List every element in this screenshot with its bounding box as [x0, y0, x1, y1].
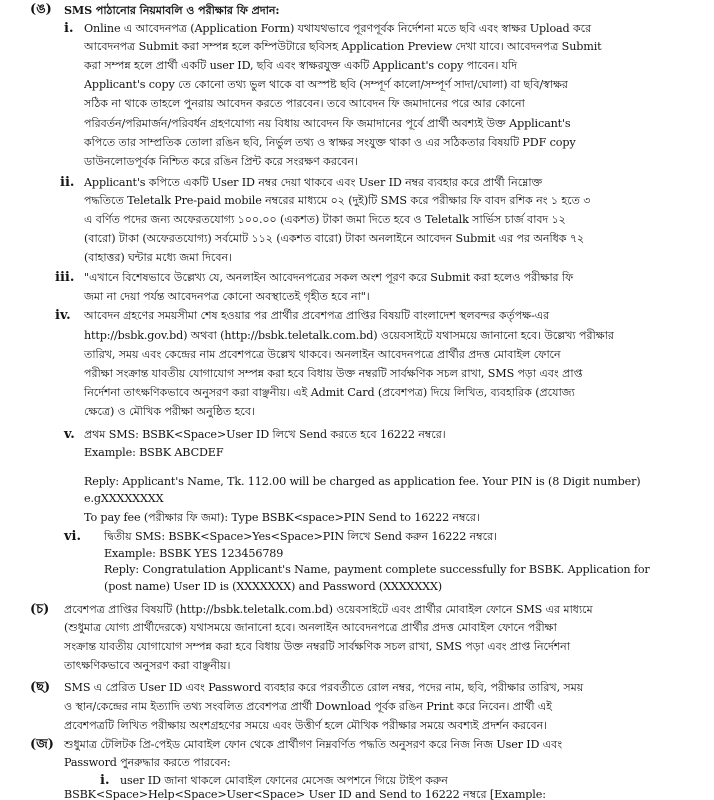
text-line: দ্বিতীয় SMS: BSBK<Space>Yes<Space>PIN লিখে Send করুন 16222 নম্বরে।: [104, 530, 497, 543]
text-line: e.gXXXXXXXX: [84, 492, 164, 505]
text-line: ও স্থান/কেন্দ্রের নাম ইত্যাদি তথ্য সংবলিত প্রবেশপত্র প্রার্থী Download পূর্বক রঙিন Print করে নিবেন। প্রার্থী এই: [64, 700, 552, 713]
item-marker-e-iii: iii.: [55, 270, 75, 285]
text-line: আবেদনপত্র Submit করা সম্পন্ন হলে কম্পিউটারে ছবিসহ Application Preview দেখা যাবে। আবেদনপত্র Submit: [84, 40, 602, 53]
text-line: Applicant's কপিতে একটি User ID নম্বর দেয়া থাকবে এবং User ID নম্বর ব্যবহার করে প্রার্থী নিম্নোক্ত: [84, 176, 543, 189]
item-marker-e-v: v.: [64, 427, 75, 442]
text-line: জমা না দেয়া পর্যন্ত আবেদনপত্র কোনো অবস্থাতেই গৃহীত হবে না"।: [84, 290, 370, 303]
text-line: তাৎক্ষণিকভাবে অনুসরণ করা বাঞ্ছনীয়।: [64, 659, 231, 672]
text-line: Reply: Congratulation Applicant's Name, payment complete successfully for BSBK. Application for: [104, 563, 650, 576]
text-line: Online এ আবেদনপত্র (Application Form) যথাযথভাবে পূরণপূর্বক নির্দেশনা মতে ছবি এবং স্বাক্ষর Upload করে: [84, 22, 592, 35]
text-line: করা সম্পন্ন হলে প্রার্থী একটি user ID, ছবি এবং স্বাক্ষরযুক্ত একটি Applicant's copy পাবেন। যদি: [84, 59, 517, 72]
text-line: BSBK<Space>Help<Space>User<Space> User ID and Send to 16222 নম্বরে [Example:: [64, 788, 546, 800]
text-line: "এখানে বিশেষভাবে উল্লেখ্য যে, অনলাইন আবেদনপত্রের সকল অংশ পূরণ করে Submit করা হলেও পরীক্ষার ফি: [84, 271, 574, 284]
text-line: কপিতে তার সাম্প্রতিক তোলা রঙিন ছবি, নির্ভুল তথ্য ও স্বাক্ষর সংযুক্ত থাকা ও এর সঠিকতার বিষয়টি PDF copy: [84, 136, 576, 149]
text-line: প্রবেশপত্রটি লিখিত পরীক্ষায় অংশগ্রহণের সময়ে এবং উত্তীর্ণ হলে মৌখিক পরীক্ষার সময়ে অবশ্যই প্রদর্শন করবেন।: [64, 719, 547, 732]
text-line: user ID জানা থাকলে মোবাইল ফোনের মেসেজ অপশনে গিয়ে টাইপ করুন: [120, 774, 448, 787]
text-line: To pay fee (পরীক্ষার ফি জমা): Type BSBK<space>PIN Send to 16222 নম্বরে।: [84, 511, 480, 524]
text-line: সঠিক না থাকে তাহলে পুনরায় আবেদন করতে পারবেন। তবে আবেদন ফি জমাদানের পরে আর কোনো: [84, 97, 525, 110]
text-line: Applicant's copy তে কোনো তথ্য ভুল থাকে বা অস্পষ্ট ছবি (সম্পূর্ণ কালো/সম্পূর্ণ সাদা/ঘোলা) বা ছবি/স্বাক্ষর: [84, 78, 568, 91]
text-line: http://bsbk.gov.bd) অথবা (http://bsbk.teletalk.com.bd) ওয়েবসাইটে যথাসময়ে জানানো হবে। উল্লেখ্য পরীক্ষার: [84, 329, 614, 342]
section-heading-sms-rules: SMS পাঠানোর নিয়মাবলি ও পরীক্ষার ফি প্রদান:: [64, 3, 280, 17]
item-marker-e-i: i.: [64, 21, 74, 36]
text-line: পদ্ধতিতে Teletalk Pre-paid mobile নম্বরের মাধ্যমে ০২ (দুই)টি SMS করে পরীক্ষার ফি বাবদ রশিক নং ১ হতে ৩: [84, 194, 591, 207]
text-line: SMS এ প্রেরিত User ID এবং Password ব্যবহার করে পরবর্তীতে রোল নম্বর, পদের নাম, ছবি, পরীক্ষার তারিখ, সময়: [64, 681, 584, 694]
section-marker-e: (ঙ): [30, 2, 52, 17]
item-marker-e-iv: iv.: [55, 308, 71, 323]
section-marker-j: (জ): [30, 737, 54, 752]
text-line: পরীক্ষা সংক্রান্ত যাবতীয় যোগাযোগ সম্পন্ন করা হবে বিধায় উক্ত নম্বরটি সার্বক্ষণিক সচল রাখা, SMS পড়া এবং প্রাপ্ত: [84, 367, 583, 380]
text-line: পরিবর্তন/পরিমার্জন/পরিবর্ধন গ্রহণযোগ্য নয় বিধায় আবেদন ফি জমাদানের পূর্বে প্রার্থী অবশ্যই উক্ত Applicant's: [84, 117, 571, 130]
text-line: Example: BSBK ABCDEF: [84, 446, 224, 459]
text-line: সংক্রান্ত যাবতীয় যোগাযোগ সম্পন্ন করা হবে বিধায় উক্ত নম্বরটি সার্বক্ষণিক সচল রাখা, SMS পড়া এবং প্রাপ্ত নির্দেশনা: [64, 640, 570, 653]
item-marker-e-vi: vi.: [64, 529, 82, 544]
text-line: শুধুমাত্র টেলিটক প্রি-পেইড মোবাইল ফোন থেকে প্রার্থীগণ নিম্নবর্ণিত পদ্ধতি অনুসরণ করে নিজ নিজ User ID এবং: [64, 738, 563, 751]
text-line: Password পুনরুদ্ধার করতে পারবেন:: [64, 756, 231, 769]
text-line: ক্ষেত্রে) ও মৌখিক পরীক্ষা অনুষ্ঠিত হবে।: [84, 405, 255, 418]
text-line: তারিখ, সময় এবং কেন্দ্রের নাম প্রবেশপত্রে উল্লেখ থাকবে। অনলাইন আবেদনপত্রে প্রার্থীর প্রদত্ত মোবাইল ফোনে: [84, 348, 561, 361]
text-line: (বাহাত্তর) ঘন্টার মধ্যে জমা দিবেন।: [84, 251, 232, 264]
text-line: প্রবেশপত্র প্রাপ্তির বিষয়টি (http://bsbk.teletalk.com.bd) ওয়েবসাইটে এবং প্রার্থীর মোবাইল ফোনে SMS এর মাধ্যমে: [64, 603, 593, 616]
text-line: Example: BSBK YES 123456789: [104, 547, 284, 560]
item-marker-e-ii: ii.: [60, 175, 75, 190]
text-line: (post name) User ID is (XXXXXXX) and Password (XXXXXXX): [104, 580, 443, 593]
text-line: ডাউনলোডপূর্বক নিশ্চিত করে রঙিন প্রিন্ট করে সংরক্ষণ করবেন।: [84, 155, 358, 168]
text-line: (বারো) টাকা (অফেরতযোগ্য) সর্বমোট ১১২ (একশত বারো) টাকা অনলাইনে আবেদন Submit এর পর অনধিক ৭২: [84, 232, 585, 245]
item-marker-j-i: i.: [100, 773, 110, 788]
section-marker-ch: (চ): [30, 602, 50, 617]
text-line: আবেদন গ্রহণের সময়সীমা শেষ হওয়ার পর প্রার্থীর প্রবেশপত্র প্রাপ্তির বিষয়টি বাংলাদেশ স্থলবন্দর কর্তৃপক্ষ-এর: [84, 309, 550, 322]
text-line: প্রথম SMS: BSBK<Space>User ID লিখে Send করতে হবে 16222 নম্বরে।: [84, 428, 446, 441]
section-marker-chh: (ছ): [30, 680, 51, 695]
text-line: নির্দেশনা তাৎক্ষণিকভাবে অনুসরণ করা বাঞ্ছনীয়। এই Admit Card (প্রবেশপত্র) দিয়ে লিখিত, ব্যবহারিক (প্রযোজ্য: [84, 386, 575, 399]
text-line: এ বর্ণিত পদের জন্য অফেরতযোগ্য ১০০.০০ (একশত) টাকা জমা দিতে হবে ও Teletalk সার্ভিস চার্জ বাবদ ১২: [84, 213, 566, 226]
text-line: Reply: Applicant's Name, Tk. 112.00 will be charged as application fee. Your PIN is (8 Digit number): [84, 475, 641, 488]
text-line: (শুধুমাত্র যোগ্য প্রার্থীদেরকে) যথাসময়ে জানানো হবে। অনলাইন আবেদনপত্রে প্রার্থীর প্রদত্ত মোবাইল ফোনে পরীক্ষা: [64, 621, 557, 634]
